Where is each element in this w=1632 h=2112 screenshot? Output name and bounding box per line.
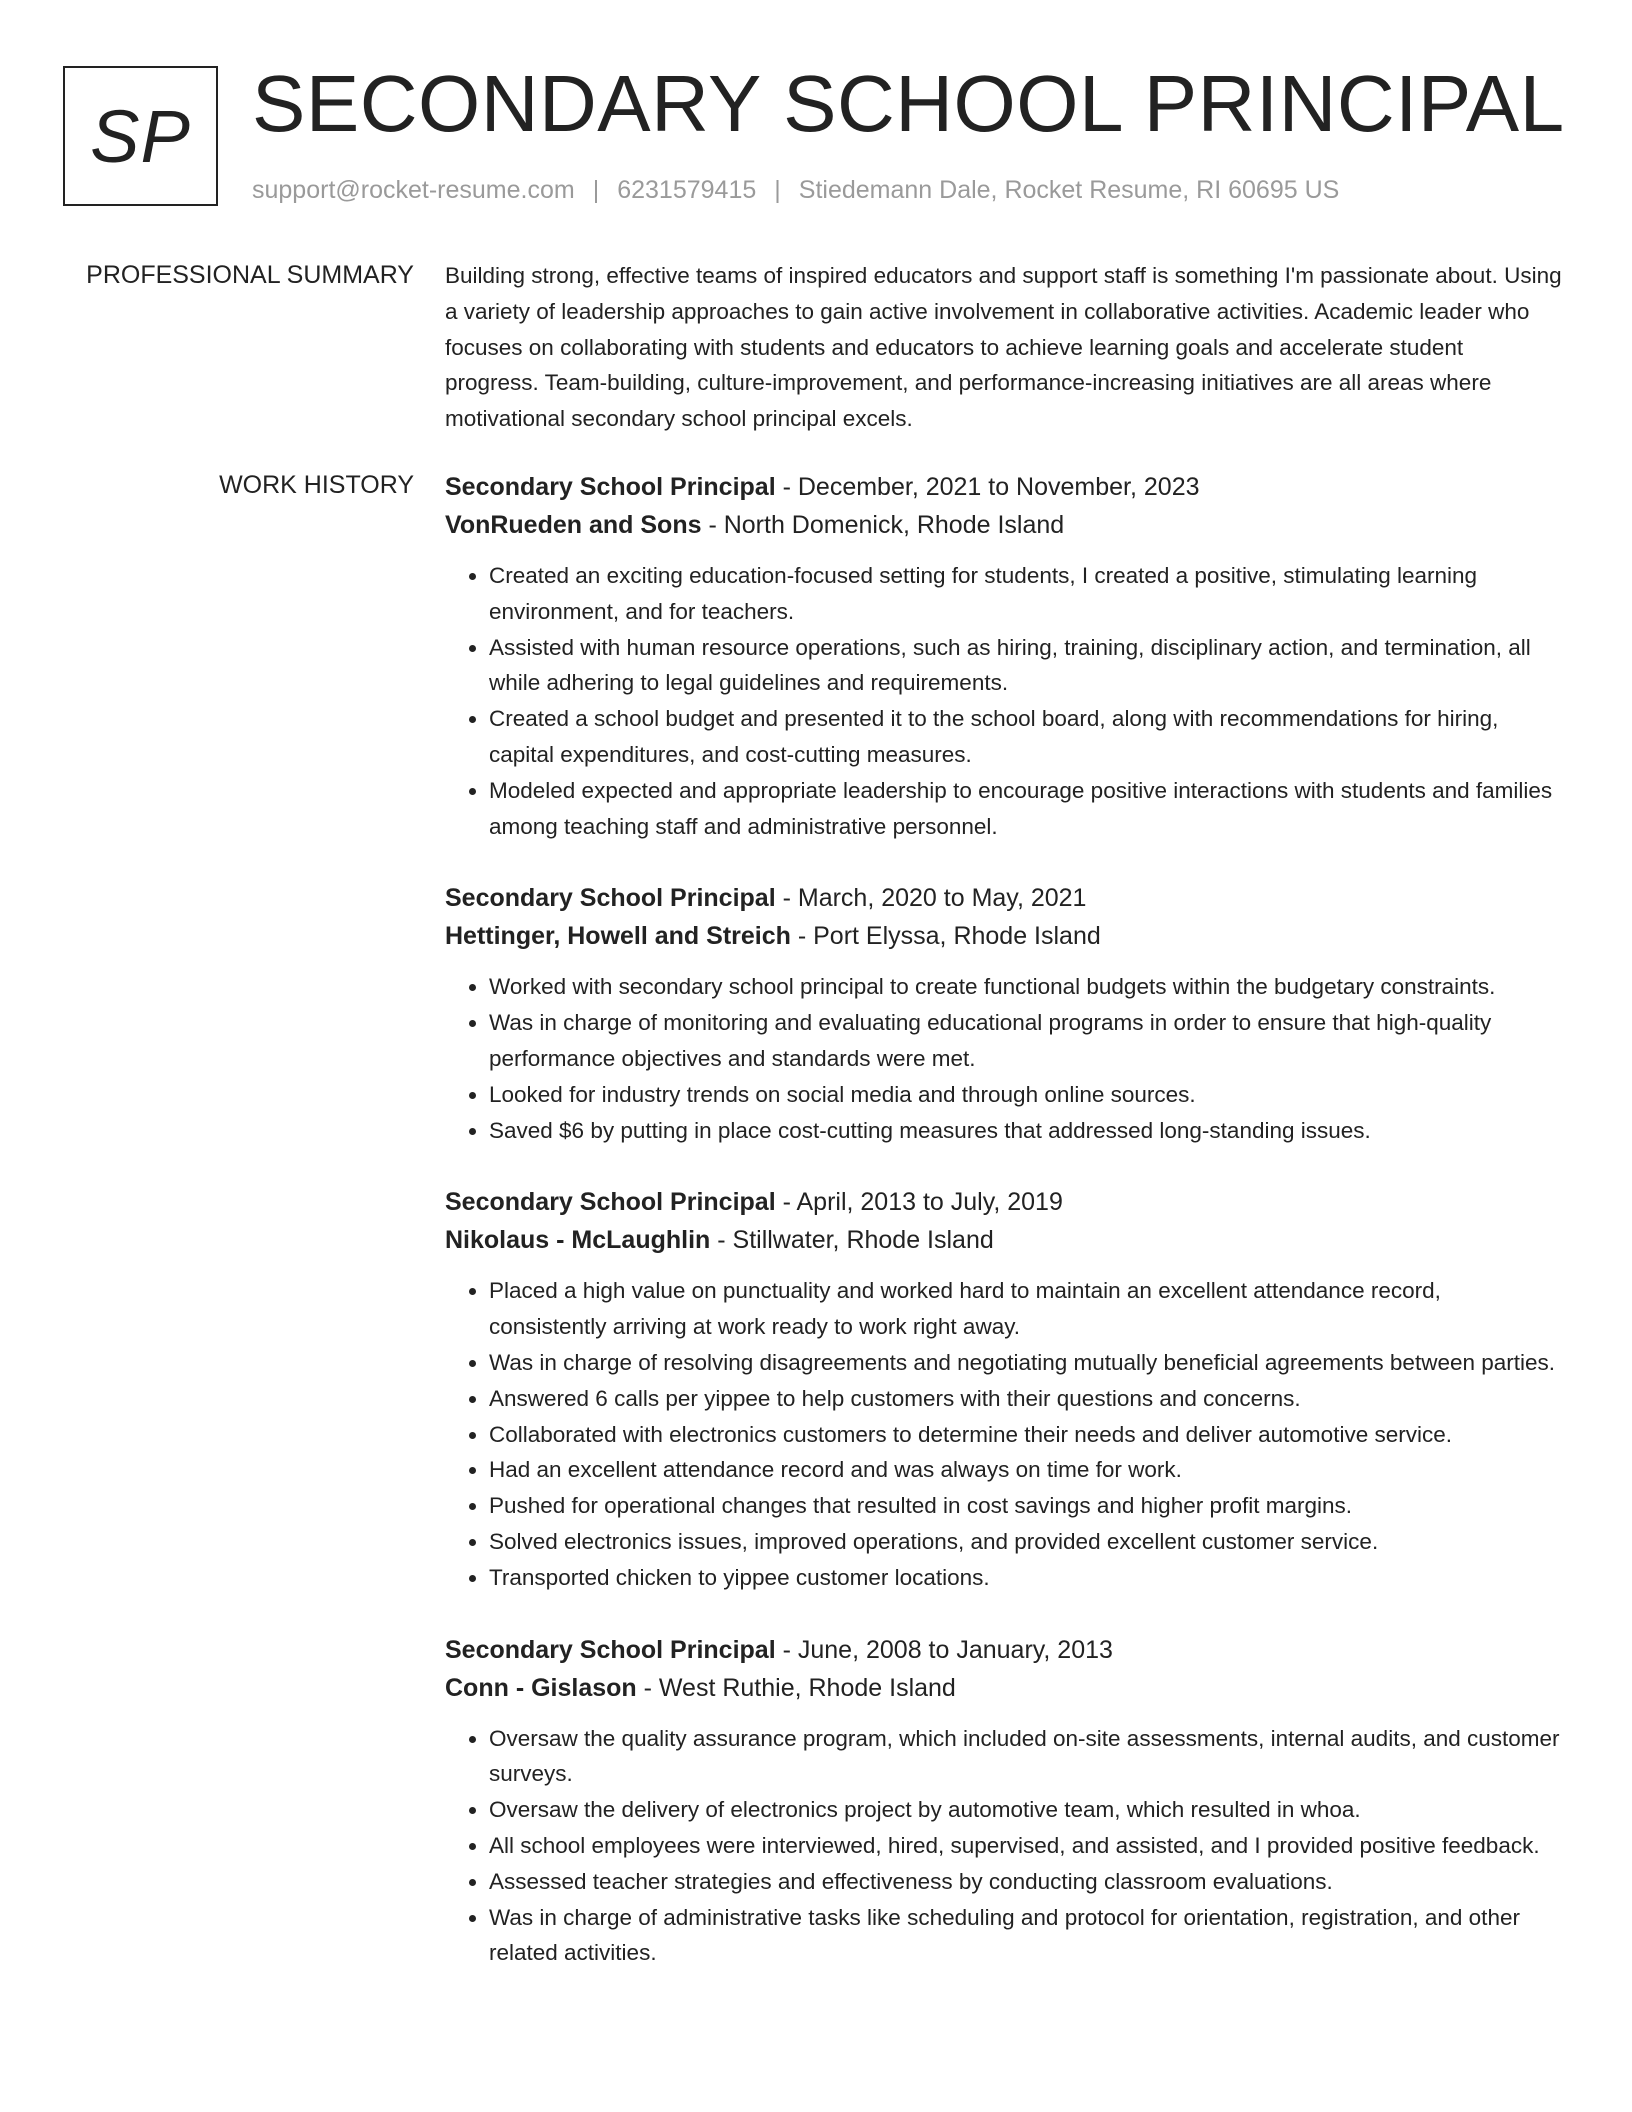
job-bullet: • All school employees were interviewed, hired, supervised, and assisted, and I provided positive feedback. xyxy=(489,1828,1563,1864)
job-title: Secondary School Principal xyxy=(445,473,776,501)
job-title-line xyxy=(445,468,1563,506)
job-title: Secondary School Principal xyxy=(445,1188,776,1217)
work-history-label: WORK HISTORY xyxy=(219,471,414,499)
job-company: VonRueden and Sons xyxy=(445,511,702,539)
job-company-line xyxy=(445,1221,1563,1259)
summary-body xyxy=(445,258,1563,437)
resume-title: SECONDARY SCHOOL PRINCIPAL xyxy=(252,59,1565,148)
job-company: Nikolaus - McLaughlin xyxy=(445,1226,711,1255)
job-bullet: • Was in charge of monitoring and evaluating educational programs in order to ensure that high-quality performance objectives and standards were met. xyxy=(489,1005,1563,1077)
job-bullet: • Solved electronics issues, improved operations, and provided excellent customer service. xyxy=(489,1524,1563,1560)
job-entry xyxy=(445,1631,1563,1972)
job-bullet: • Was in charge of administrative tasks like scheduling and protocol for orientation, registration, and other related activities. xyxy=(489,1900,1563,1972)
summary-label: PROFESSIONAL SUMMARY xyxy=(86,261,414,289)
work-history-body xyxy=(445,468,1563,2006)
contact-address: Stiedemann Dale, Rocket Resume, RI 60695 US xyxy=(798,176,1340,204)
job-location: - North Domenick, Rhode Island xyxy=(701,511,1065,539)
job-bullet: • Worked with secondary school principal to create functional budgets within the budgetary constraints. xyxy=(489,969,1563,1005)
job-bullets xyxy=(445,1721,1563,1972)
job-entry xyxy=(445,1183,1563,1595)
job-title: Secondary School Principal xyxy=(445,1635,776,1664)
job-bullet: • Looked for industry trends on social media and through online sources. xyxy=(489,1077,1563,1113)
job-title-line xyxy=(445,1631,1563,1669)
job-bullet: • Oversaw the quality assurance program, which included on-site assessments, internal audits, and customer surveys. xyxy=(489,1721,1563,1793)
job-dates: - December, 2021 to November, 2023 xyxy=(775,473,1200,501)
contact-email[interactable]: support@rocket-resume.com xyxy=(252,176,575,204)
contact-phone[interactable]: 6231579415 xyxy=(617,176,757,204)
job-dates: - April, 2013 to July, 2019 xyxy=(775,1188,1063,1217)
monogram-initials: SP xyxy=(90,94,191,178)
job-title: Secondary School Principal xyxy=(445,884,776,913)
job-company-line xyxy=(445,1669,1563,1707)
job-bullet: • Saved $6 by putting in place cost-cutting measures that addressed long-standing issues. xyxy=(489,1113,1563,1149)
job-location: - Stillwater, Rhode Island xyxy=(710,1226,994,1255)
monogram-badge xyxy=(63,66,218,206)
job-dates: - March, 2020 to May, 2021 xyxy=(775,884,1087,913)
job-bullets xyxy=(445,558,1563,844)
job-bullets xyxy=(445,1273,1563,1595)
job-bullet: • Created an exciting education-focused setting for students, I created a positive, stimulating learning environment, and for teachers. xyxy=(489,558,1563,630)
job-company: Conn - Gislason xyxy=(445,1673,637,1702)
job-bullet: • Was in charge of resolving disagreements and negotiating mutually beneficial agreements between parties. xyxy=(489,1345,1563,1381)
job-bullet: • Modeled expected and appropriate leadership to encourage positive interactions with students and families among teaching staff and administrative personnel. xyxy=(489,773,1563,845)
job-bullet: • Collaborated with electronics customers to determine their needs and deliver automotive service. xyxy=(489,1417,1563,1453)
job-bullets xyxy=(445,969,1563,1148)
job-company-line xyxy=(445,917,1563,955)
job-bullet: • Assisted with human resource operations, such as hiring, training, disciplinary action, and termination, all while adhering to legal guidelines and requirements. xyxy=(489,630,1563,702)
job-entry xyxy=(445,468,1563,844)
contact-separator: | xyxy=(774,176,781,204)
job-bullet: • Answered 6 calls per yippee to help customers with their questions and concerns. xyxy=(489,1381,1563,1417)
job-title-line xyxy=(445,879,1563,917)
job-bullet: • Pushed for operational changes that resulted in cost savings and higher profit margins. xyxy=(489,1488,1563,1524)
job-bullet: • Had an excellent attendance record and was always on time for work. xyxy=(489,1452,1563,1488)
contact-line xyxy=(252,174,1339,206)
job-location: - Port Elyssa, Rhode Island xyxy=(790,922,1101,951)
job-bullet: • Transported chicken to yippee customer locations. xyxy=(489,1560,1563,1596)
job-company-line xyxy=(445,506,1563,544)
contact-separator: | xyxy=(592,176,600,204)
job-dates: - June, 2008 to January, 2013 xyxy=(775,1635,1113,1664)
job-bullet: • Assessed teacher strategies and effectiveness by conducting classroom evaluations. xyxy=(489,1864,1563,1900)
job-bullet: • Created a school budget and presented it to the school board, along with recommendations for hiring, capital expenditures, and cost-cutting measures. xyxy=(489,701,1563,773)
job-location: - West Ruthie, Rhode Island xyxy=(636,1673,956,1702)
summary-text: Building strong, effective teams of inspired educators and support staff is something I'm passionate about. Using a variety of leadership approaches to gain active involvement in collaborative activities. Academic leader who focuses on collaborating with students and educators to achieve learning goals and accelerate student progress. Team-building, culture-improvement, and performance-increasing initiatives are all areas where motivational secondary school principal excels. xyxy=(445,263,1562,432)
job-title-line xyxy=(445,1183,1563,1221)
job-company: Hettinger, Howell and Streich xyxy=(445,922,791,951)
job-bullet: • Oversaw the delivery of electronics project by automotive team, which resulted in whoa. xyxy=(489,1792,1563,1828)
job-bullet: • Placed a high value on punctuality and worked hard to maintain an excellent attendance record, consistently arriving at work ready to work right away. xyxy=(489,1273,1563,1345)
job-entry xyxy=(445,879,1563,1148)
